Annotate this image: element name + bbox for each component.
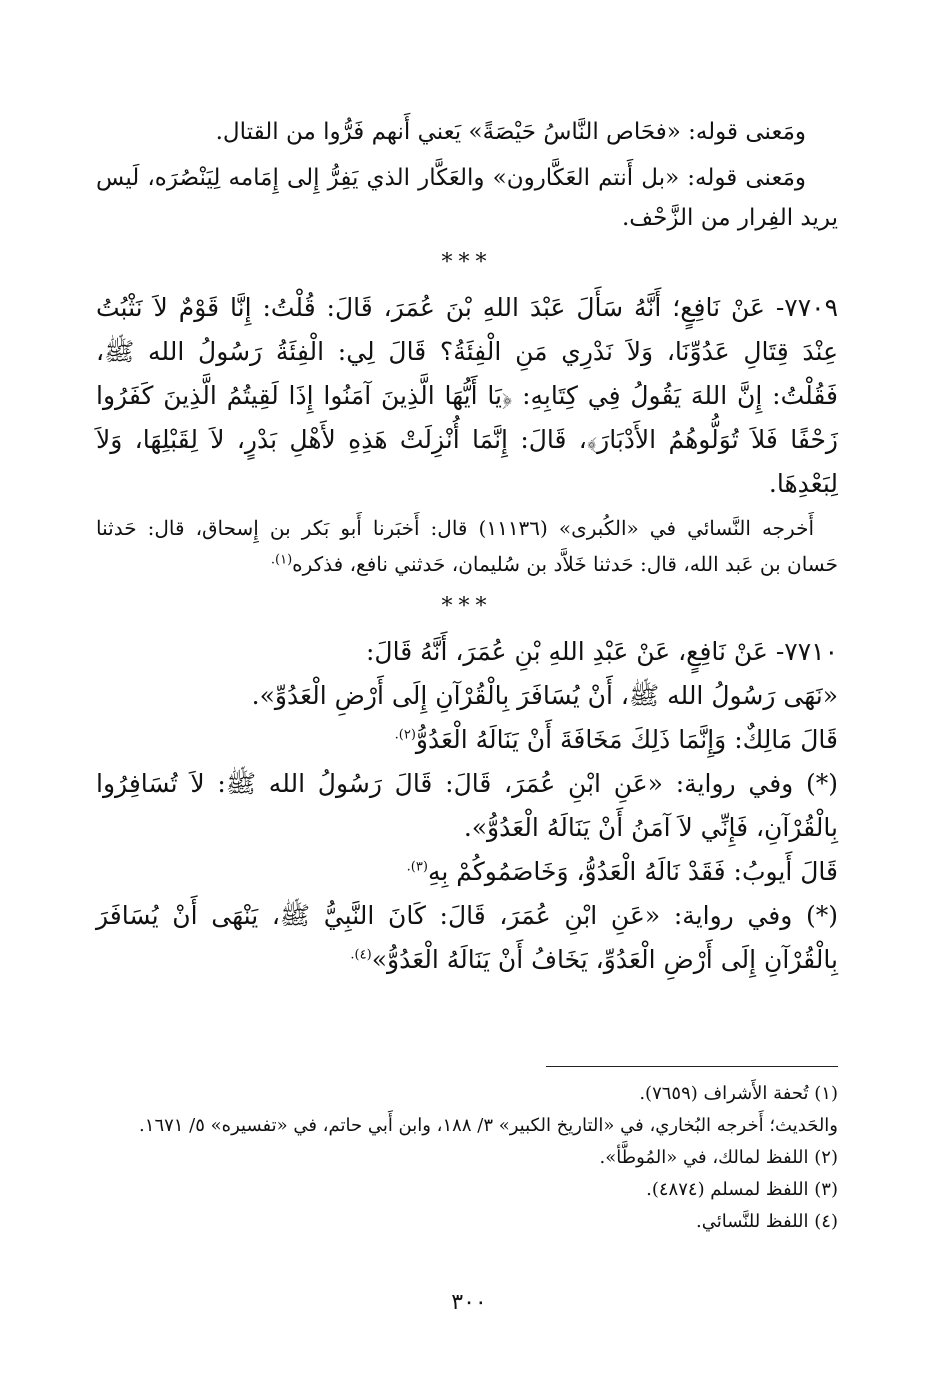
footnote-3: (٣) اللفظ لمسلم (٤٨٧٤). <box>646 1179 838 1200</box>
footnote-1-continued: والحَديث؛ أَخرجه البُخاري، في «التاريخ الكبير» ٣/ ١٨٨، وابن أَبي حاتم، في «تفسيره» ٥/ ١٦٧١. <box>139 1115 838 1136</box>
footnote-1: (١) تُحفة الأَشراف (٧٦٥٩). <box>639 1083 838 1104</box>
hadith-7709-source-line-2: حَدثنا حَسان بن عَبد الله، قال: حَدثنا خَلاَّد بن سُليمان، حَدثني نافع، فذكره <box>96 516 838 576</box>
intro-line-2: ومَعنى قوله: «بل أَنتم العَكَّارون» والعَكَّار الذي يَفِرُّ إِلى إِمَامه لِيَنْصُرَه، لَيس يريد <box>96 165 838 231</box>
footnote-ref-3: (٣). <box>406 859 428 875</box>
riwaya-1-line-1: (*) وفي رواية: «عَنِ ابْنِ عُمَرَ، قَالَ: قَالَ رَسُولُ الله ﷺ: لاَ تُسَافِرُوا <box>96 769 838 798</box>
hadith-7710-riwaya-2 <box>96 894 838 982</box>
hadith-7710-riwaya-1 <box>96 762 838 850</box>
page-number: ٣٠٠ <box>451 1290 487 1315</box>
footnotes <box>96 1078 838 1238</box>
riwaya-2-line-1: (*) وفي رواية: «عَنِ ابْنِ عُمَرَ، قَالَ: كَانَ النَّبِيُّ ﷺ، يَنْهَى أَنْ يُسَافَرَ <box>96 901 838 930</box>
hadith-7709-line-4: فَلاَ تُوَلُّوهُمُ الأَدْبَارَ﴾، قَالَ: إِنَّمَا أُنْزِلَتْ هَذِهِ لأَهْلِ بَدْرٍ، لاَ لِقَبْلِهَا، وَلاَ لِبَعْدِهَا. <box>96 425 838 498</box>
hadith-7710-ayyub <box>96 850 838 894</box>
hadith-7709-source-line-1: أَخرجه النَّسائي في «الكُبرى» (١١١٣٦) قال: أَخبَرنا أَبو بَكر بن إِسحاق، قال: <box>147 516 814 540</box>
hadith-7709-source <box>96 510 838 582</box>
footnote-4: (٤) اللفظ للنَّسائي. <box>696 1211 838 1232</box>
intro-line-3: الفِرار من الزَّحْف. <box>622 205 794 231</box>
section-divider-stars-2: *** <box>441 594 493 619</box>
hadith-7709-line-1: ٧٧٠٩- عَنْ نَافِعٍ؛ أَنَّهُ سَأَلَ عَبْدَ اللهِ بْنَ عُمَرَ، قَالَ: قُلْتُ: إِنَّا قَوْمٌ لاَ <box>153 293 839 322</box>
intro-paragraph-2 <box>96 158 838 238</box>
riwaya-2-line-2: بِالْقُرْآنِ إِلَى أَرْضِ الْعَدُوِّ، يَخَافُ أَنْ يَنَالَهُ الْعَدُوُّ» <box>371 945 838 974</box>
hadith-7709-line-2: نَثْبُتُ عِنْدَ قِتَالِ عَدُوِّنَا، وَلاَ نَدْرِي مَنِ الْفِئَةُ؟ قَالَ لِي: الْفِئَةُ رَسُولُ الله ﷺ، <box>96 293 838 366</box>
riwaya-1-line-2: بِالْقُرْآنِ، فَإِنِّي لاَ آمَنُ أَنْ يَنَالَهُ الْعَدُوُّ». <box>463 813 838 842</box>
hadith-7710-malik-text: قَالَ مَالِكٌ: وَإِنَّمَا ذَلِكَ مَخَافَةَ أَنْ يَنَالَهُ الْعَدُوُّ <box>415 725 838 754</box>
hadith-7709-text <box>96 286 838 506</box>
footnote-2: (٢) اللفظ لمالك، في «المُوطَّأ». <box>599 1147 838 1168</box>
hadith-7710-malik <box>96 718 838 762</box>
hadith-7710-head-text: ٧٧١٠- عَنْ نَافِعٍ، عَنْ عَبْدِ اللهِ بْنِ عُمَرَ، أَنَّهُ قَالَ: <box>366 637 838 666</box>
page-body <box>96 112 838 982</box>
hadith-7710-ayyub-text: قَالَ أَيوبُ: فَقَدْ نَالَهُ الْعَدُوُّ، وَخَاصَمُوكُمْ بِهِ <box>427 857 838 886</box>
hadith-7710-quote-text: «نَهَى رَسُولُ الله ﷺ، أَنْ يُسَافَرَ بِالْقُرْآنِ إِلَى أَرْضِ الْعَدُوِّ». <box>251 681 838 710</box>
footnote-separator <box>546 1066 838 1067</box>
footnote-ref-2: (٢). <box>394 727 416 743</box>
hadith-7710-head <box>96 630 838 674</box>
intro-line-1: ومَعنى قوله: «فحَاص النَّاسُ حَيْصَةً» يَعني أَنهم فَرُّوا من القتال. <box>215 119 806 145</box>
intro-paragraph-1 <box>96 112 838 152</box>
hadith-7709-line-3: فَقُلْتُ: إِنَّ اللهَ يَقُولُ فِي كِتَابِهِ: ﴿يَا أَيُّهَا الَّذِينَ آمَنُوا إِذَا لَقِيتُمُ الَّذِينَ كَفَرُوا زَحْفًا <box>96 381 838 454</box>
hadith-7710-quote <box>96 674 838 718</box>
footnote-ref-1: (١). <box>270 552 293 568</box>
section-divider-stars: *** <box>441 250 493 275</box>
footnote-ref-4: (٤). <box>350 947 372 963</box>
